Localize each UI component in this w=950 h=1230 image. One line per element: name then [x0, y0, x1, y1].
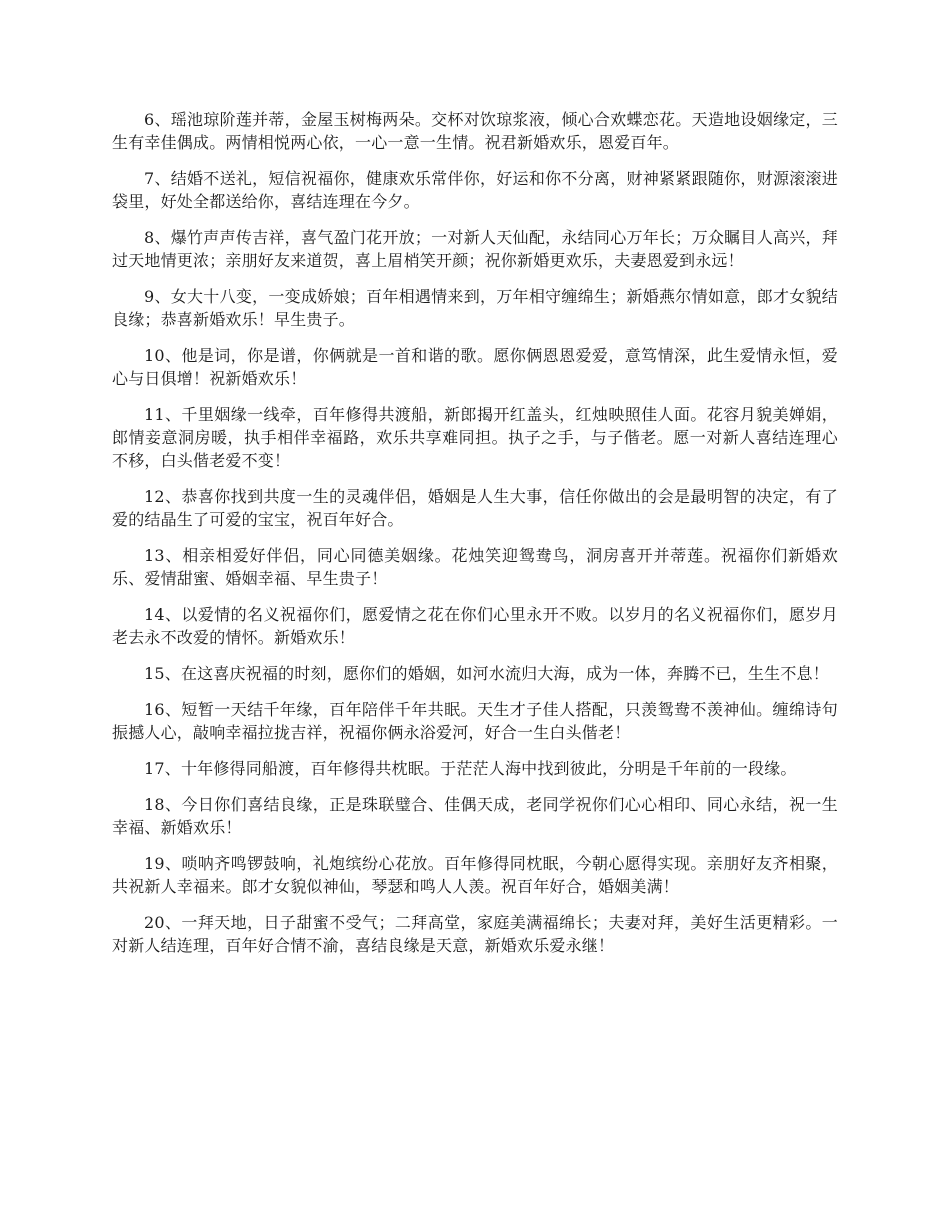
paragraph-18: 18、今日你们喜结良缘，正是珠联璧合、佳偶天成，老同学祝你们心心相印、同心永结，祝一生幸福、新婚欢乐！ [112, 795, 838, 837]
paragraph-10: 10、他是词，你是谱，你俩就是一首和谐的歌。愿你俩恩恩爱爱，意笃情深，此生爱情永恒，爱心与日俱增！祝新婚欢乐！ [112, 346, 838, 388]
paragraph-16: 16、短暂一天结千年缘，百年陪伴千年共眠。天生才子佳人搭配，只羡鸳鸯不羡神仙。缠绵诗句振撼人心，敲响幸福拉拢吉祥，祝福你俩永浴爱河，好合一生白头偕老！ [112, 700, 838, 742]
paragraph-19: 19、唢呐齐鸣锣鼓响，礼炮缤纷心花放。百年修得同枕眠，今朝心愿得实现。亲朋好友齐相聚，共祝新人幸福来。郎才女貌似神仙，琴瑟和鸣人人羡。祝百年好合，婚姻美满！ [112, 854, 838, 896]
paragraph-7: 7、结婚不送礼，短信祝福你，健康欢乐常伴你，好运和你不分离，财神紧紧跟随你，财源滚滚进袋里，好处全都送给你，喜结连理在今夕。 [112, 169, 838, 211]
paragraph-17: 17、十年修得同船渡，百年修得共枕眠。于茫茫人海中找到彼此，分明是千年前的一段缘。 [144, 759, 797, 778]
paragraph-6: 6、瑶池琼阶莲并蒂，金屋玉树梅两朵。交杯对饮琼浆液，倾心合欢蝶恋花。天造地设姻缘定，三生有幸佳偶成。两情相悦两心依，一心一意一生情。祝君新婚欢乐，恩爱百年。 [112, 110, 838, 152]
paragraph-14: 14、以爱情的名义祝福你们，愿爱情之花在你们心里永开不败。以岁月的名义祝福你们，愿岁月老去永不改爱的情怀。新婚欢乐！ [112, 605, 838, 647]
paragraph-13: 13、相亲相爱好伴侣，同心同德美姻缘。花烛笑迎鸳鸯鸟，洞房喜开并蒂莲。祝福你们新婚欢乐、爱情甜蜜、婚姻幸福、早生贵子！ [112, 546, 838, 588]
paragraph-15: 15、在这喜庆祝福的时刻，愿你们的婚姻，如河水流归大海，成为一体，奔腾不已，生生不息！ [144, 664, 829, 683]
paragraph-8: 8、爆竹声声传吉祥，喜气盈门花开放；一对新人天仙配，永结同心万年长；万众瞩目人高兴，拜过天地情更浓；亲朋好友来道贺，喜上眉梢笑开颜；祝你新婚更欢乐，夫妻恩爱到永远！ [112, 228, 838, 270]
paragraph-20: 20、一拜天地，日子甜蜜不受气；二拜高堂，家庭美满福绵长；夫妻对拜，美好生活更精彩。一对新人结连理，百年好合情不渝，喜结良缘是天意，新婚欢乐爱永继！ [112, 913, 838, 955]
paragraph-11: 11、千里姻缘一线牵，百年修得共渡船，新郎揭开红盖头，红烛映照佳人面。花容月貌美婵娟，郎情妾意洞房暖，执手相伴幸福路，欢乐共享难同担。执子之手，与子偕老。愿一对新人喜结连理心不移，白头偕老爱不变！ [112, 405, 838, 470]
paragraph-9: 9、女大十八变，一变成娇娘；百年相遇情来到，万年相守缠绵生；新婚燕尔情如意，郎才女貌结良缘；恭喜新婚欢乐！早生贵子。 [112, 287, 838, 329]
paragraph-12: 12、恭喜你找到共度一生的灵魂伴侣，婚姻是人生大事，信任你做出的会是最明智的决定，有了爱的结晶生了可爱的宝宝，祝百年好合。 [112, 487, 838, 529]
